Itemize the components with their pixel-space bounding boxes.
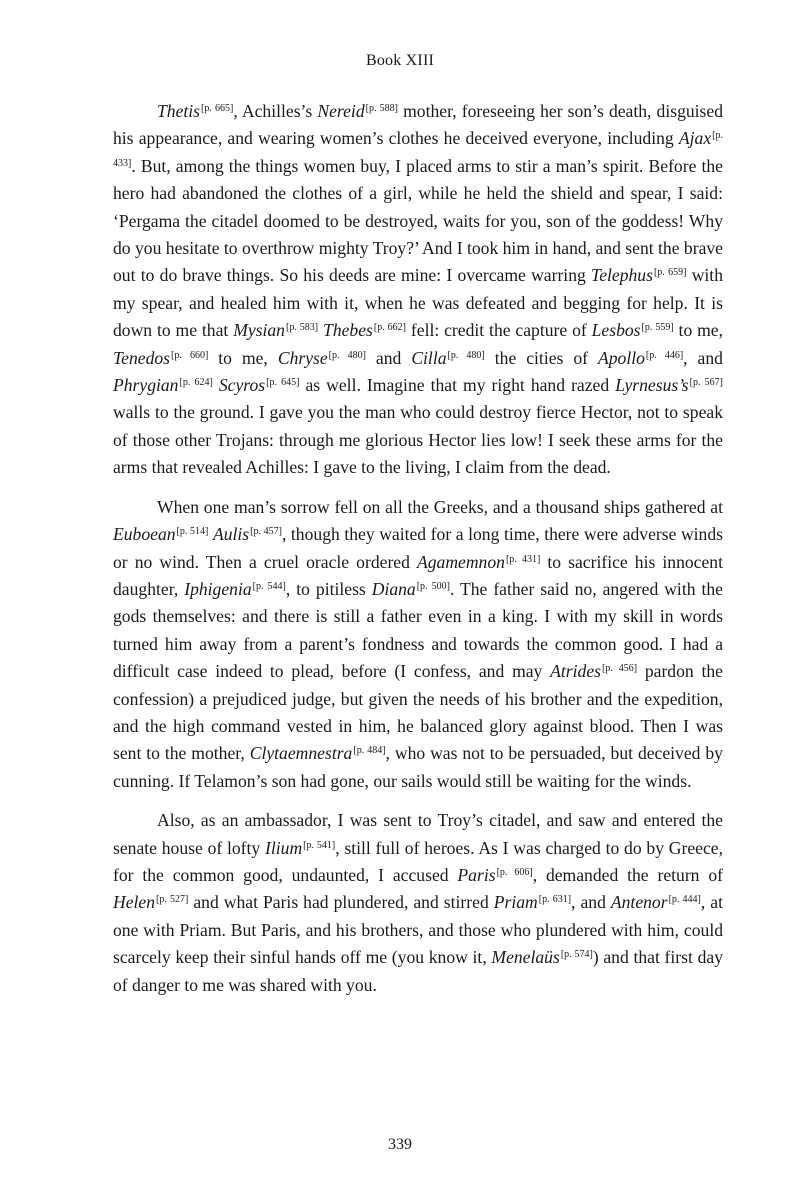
text-run: . But, among the things women buy, I placed arms to stir a man’s spirit. Before the hero had abandoned the clothes of a girl, while he held the shield and spear, I said: ‘Pergama the citadel doomed to be destroyed, waits for you, son of the goddess! Why do you hesitate to overthrow mighty Troy?’ And I took him in hand, and sent the brave out to do brave things. So his deeds are mine: I overcame warring [113, 155, 723, 286]
glossary-name: Ajax [678, 128, 712, 149]
page-reference: [p. 660] [171, 349, 209, 361]
glossary-name: Clytaemnestra [249, 743, 353, 764]
page-reference: [p. 662] [373, 322, 407, 334]
glossary-name: Lyrnesus’s [615, 375, 689, 396]
text-body [113, 98, 723, 1011]
text-run: , and [683, 347, 723, 368]
page-reference: [p. 588] [365, 103, 398, 114]
page-reference: [p. 431] [505, 553, 541, 565]
glossary-name: Antenor [610, 892, 668, 913]
glossary-name: Apollo [598, 347, 645, 368]
text-run: , though they waited for a long time, there were adverse winds or no wind. Then a cruel oracle ordered [113, 524, 723, 572]
glossary-name: Atrides [550, 661, 601, 682]
glossary-name: Ilium [265, 837, 303, 858]
page-number: 339 [388, 1136, 412, 1153]
glossary-name: Mysian [233, 320, 285, 341]
text-run: fell: credit the capture of [406, 320, 592, 341]
glossary-name: Phrygian [113, 375, 179, 396]
page-reference: [p. 583] [285, 322, 319, 334]
text-run: walls to the ground. I gave you the man who could destroy fierce Hector, not to speak of those other Trojans: through me glorious Hector lies low! I seek these arms for the arms that revealed Achilles: I gave to the living, I claim from the dead. [113, 402, 723, 478]
page-reference: [p. 624] [179, 377, 213, 389]
glossary-name: Iphigenia [184, 578, 252, 599]
glossary-name: Thebes [323, 320, 373, 341]
glossary-name: Euboean [113, 524, 176, 545]
page-reference: [p. 631] [538, 894, 572, 906]
text-run: to sacrifice his innocent daughter, [113, 551, 723, 599]
text-run: Also, as an ambassador, I was sent to Troy’s citadel, and saw and entered the senate house of lofty [113, 810, 723, 858]
paragraph-2 [113, 494, 723, 795]
page-reference: [p. 500] [416, 580, 450, 592]
glossary-name: Tenedos [113, 347, 171, 368]
page-reference: [p. 446] [645, 349, 684, 361]
text-run: , demanded the return of [532, 864, 723, 885]
glossary-name: Helen [113, 892, 156, 913]
text-run: , still full of heroes. As I was charged to do by Greece, for the common good, undaunted, I accused [113, 837, 723, 885]
paragraph-3 [113, 807, 723, 999]
glossary-name: Scyros [218, 375, 266, 396]
text-run: , Achilles’s [233, 101, 318, 121]
text-run: , who was not to be persuaded, but deceived by cunning. If Telamon’s son had gone, our sails would still be waiting for the winds. [113, 743, 723, 791]
text-run: , and [571, 892, 611, 913]
page-reference: [p. 606] [496, 866, 533, 878]
text-run: with my spear, and healed him with it, when he was defeated and begging for help. It is down to me that [113, 265, 723, 341]
text-run: to me, [208, 347, 278, 368]
text-run: to me, [673, 320, 724, 341]
text-run: pardon the confession) a prejudiced judge, but given the needs of his brother and the expedition, and the high command vested in him, he balanced glory against blood. Then I was sent to the mother, [113, 661, 723, 764]
text-run: and what Paris had plundered, and stirred [188, 892, 494, 913]
text-run: . The father said no, angered with the gods themselves: and there is still a father even in a king. I with my skill in words turned him away from a parent’s fondness and towards the common good. I had a difficult case indeed to plead, before (I confess, and may [113, 578, 723, 682]
page-reference: [p. 480] [447, 349, 485, 361]
page-reference: [p. 544] [252, 580, 286, 592]
text-run: and [365, 347, 412, 368]
page-reference: [p. 457] [250, 526, 282, 538]
glossary-name: Paris [457, 864, 496, 885]
page-reference: [p. 665] [201, 103, 234, 114]
glossary-name: Lesbos [591, 320, 641, 341]
glossary-name: Agamemnon [416, 551, 505, 572]
text-run: as well. Imagine that my right hand razed [299, 375, 616, 396]
text-run: , at one with Priam. But Paris, and his brothers, and those who plundered with him, could scarcely keep their sinful hands off me (you know it, [113, 892, 723, 968]
page-reference: [p. 559] [641, 322, 674, 334]
paragraph-1 [113, 98, 723, 482]
page-reference: [p. 527] [156, 894, 189, 906]
glossary-name: Priam [493, 892, 538, 913]
glossary-name: Thetis [157, 101, 201, 121]
page-reference: [p. 541] [303, 839, 336, 851]
page-reference: [p. 574] [560, 949, 593, 961]
text-run: ) and that first day of danger to me was shared with you. [113, 947, 723, 995]
page-reference: [p. 456] [601, 663, 638, 675]
page-reference: [p. 514] [176, 526, 209, 538]
text-run: When one man’s sorrow fell on all the Greeks, and a thousand ships gathered at [157, 496, 723, 517]
glossary-name: Cilla [411, 347, 447, 368]
text-run: the cities of [484, 347, 598, 368]
glossary-name: Aulis [212, 524, 250, 545]
page-reference: [p. 659] [653, 267, 687, 279]
page-reference: [p. 480] [328, 349, 366, 361]
page-reference: [p. 444] [668, 894, 701, 906]
glossary-name: Diana [371, 578, 416, 599]
page-reference: [p. 484] [353, 745, 386, 757]
page-reference: [p. 567] [689, 377, 723, 389]
glossary-name: Chryse [277, 347, 328, 368]
glossary-name: Telephus [591, 265, 653, 286]
running-header: Book XIII [365, 52, 434, 69]
text-run: , to pitiless [285, 578, 372, 599]
glossary-name: Nereid [317, 101, 365, 121]
glossary-name: Menelaüs [491, 947, 560, 968]
text-run: mother, foreseeing her son’s death, disguised his appearance, and wearing women’s clothes he deceived everyone, including [113, 101, 724, 149]
page-reference: [p. 433] [113, 130, 723, 169]
page-reference: [p. 645] [266, 377, 300, 389]
